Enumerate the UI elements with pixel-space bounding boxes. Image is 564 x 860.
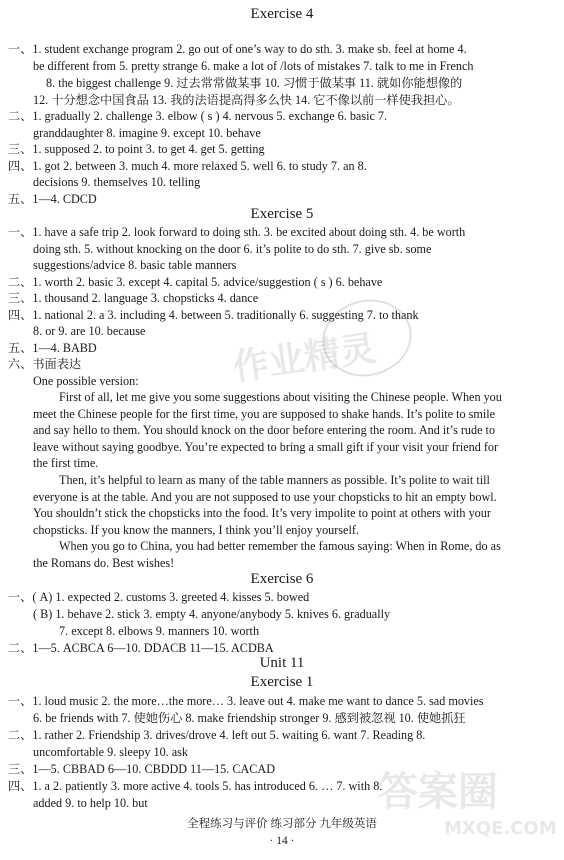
watermark-logo: 作业精灵 — [230, 328, 379, 389]
exercise-4-heading: Exercise 4 — [250, 6, 314, 22]
essay-line: the first time. — [33, 456, 99, 470]
essay-line: First of all, let me give you some suggestions about visiting the Chinese people. When you — [59, 390, 502, 404]
unit-11-heading: Unit 11 — [259, 655, 305, 671]
footer-title: 全程练习与评价 练习部分 九年级英语 — [187, 818, 377, 830]
answer-line: 三、1—5. CBBAD 6—10. CBDDD 11—15. CACAD — [8, 762, 276, 776]
answer-line: 五、1—4. BABD — [8, 341, 97, 355]
essay-line: the Romans do. Best wishes! — [33, 556, 175, 570]
answer-line: be different from 5. pretty strange 6. make a lot of /lots of mistakes 7. talk to me in French — [33, 59, 474, 73]
essay-line: leave without saying goodbye. You’re expected to bring a small gift if your visit your friend for — [33, 440, 499, 454]
stamp-icon — [314, 290, 420, 386]
page-number: · 14 · — [269, 835, 295, 847]
answer-line: added 9. to help 10. but — [33, 796, 148, 810]
answer-line: 一、1. have a safe trip 2. look forward to doing sth. 3. be excited about doing sth. 4. be worth — [8, 225, 466, 239]
answer-line: 二、1. worth 2. basic 3. except 4. capital 5. advice/suggestion ( s ) 6. behave — [8, 275, 383, 289]
essay-line: When you go to China, you had better remember the famous saying: When in Rome, do as — [59, 539, 501, 553]
answer-line: 一、( A) 1. expected 2. customs 3. greeted 4. kisses 5. bowed — [8, 590, 310, 604]
unit-11-exercise-1-heading: Exercise 1 — [250, 674, 314, 690]
exercise-5-heading: Exercise 5 — [250, 206, 314, 222]
essay-line: chopsticks. If you know the manners, I think you’ll enjoy yourself. — [33, 523, 359, 537]
answer-line: suggestions/advice 8. basic table manners — [33, 258, 237, 272]
answer-line: 三、1. supposed 2. to point 3. to get 4. get 5. getting — [8, 142, 265, 156]
answer-line: 一、1. loud music 2. the more…the more… 3. leave out 4. make me want to dance 5. sad movies — [8, 694, 484, 708]
answer-line: 三、1. thousand 2. language 3. chopsticks 4. dance — [8, 291, 259, 305]
essay-line: everyone is at the table. And you are not supposed to use your chopsticks to hit an empty bowl. — [33, 490, 497, 504]
exercise-6-heading: Exercise 6 — [250, 571, 314, 587]
answer-line: 7. except 8. elbows 9. manners 10. worth — [59, 624, 260, 638]
answer-line: 四、1. got 2. between 3. much 4. more relaxed 5. well 6. to study 7. an 8. — [8, 159, 367, 173]
essay-line: meet the Chinese people for the first time, you are supposed to shake hands. It’s polite to smile — [33, 407, 496, 421]
answer-line: 五、1—4. CDCD — [8, 192, 97, 206]
essay-line: and say hello to them. You should knock on the door before entering the room. And it’s rude to — [33, 423, 496, 437]
answer-line: decisions 9. themselves 10. telling — [33, 175, 201, 189]
essay-line: Then, it’s helpful to learn as many of the table manners as possible. It’s polite to wait till — [59, 473, 490, 487]
answer-line: 12. 十分想念中国食品 13. 我的法语提高得多么快 14. 它不像以前一样使我担心。 — [33, 93, 460, 107]
answer-line: 二、1. rather 2. Friendship 3. drives/drove 4. left out 5. waiting 6. want 7. Reading 8. — [8, 728, 426, 742]
answer-line: 8. or 9. are 10. because — [33, 324, 146, 338]
answer-line: granddaughter 8. imagine 9. except 10. behave — [33, 126, 261, 140]
watermark-url: MXQE.COM — [444, 818, 557, 839]
answer-line: 一、1. student exchange program 2. go out of one’s way to do sth. 3. make sb. feel at home 4. — [8, 42, 467, 56]
answer-line: 四、1. a 2. patiently 3. more active 4. tools 5. has introduced 6. … 7. with 8. — [8, 779, 383, 793]
essay-intro: One possible version: — [33, 374, 139, 388]
answer-line: doing sth. 5. without knocking on the door 6. it’s polite to do sth. 7. give sb. some — [33, 242, 432, 256]
answer-line: 8. the biggest challenge 9. 过去常常做某事 10. 习惯于做某事 11. 就如你能想像的 — [46, 76, 463, 90]
watermark-logo: 答案圈 — [378, 769, 498, 815]
answer-line: 二、1—5. ACBCA 6—10. DDACB 11—15. ACDBA — [8, 641, 274, 655]
answer-line: 二、1. gradually 2. challenge 3. elbow ( s ) 4. nervous 5. exchange 6. basic 7. — [8, 109, 388, 123]
writing-section-label: 六、书面表达 — [8, 357, 82, 371]
answer-line: ( B) 1. behave 2. stick 3. empty 4. anyone/anybody 5. knives 6. gradually — [33, 607, 391, 621]
essay-line: You shouldn’t stick the chopsticks into the food. It’s very impolite to point at others with your — [33, 506, 491, 520]
answer-line: 6. be friends with 7. 使她伤心 8. make friendship stronger 9. 感到被忽视 10. 使她抓狂 — [33, 711, 466, 725]
answer-line: uncomfortable 9. sleepy 10. ask — [33, 745, 189, 759]
answer-line: 四、1. national 2. a 3. including 4. between 5. traditionally 6. suggesting 7. to thank — [8, 308, 419, 322]
